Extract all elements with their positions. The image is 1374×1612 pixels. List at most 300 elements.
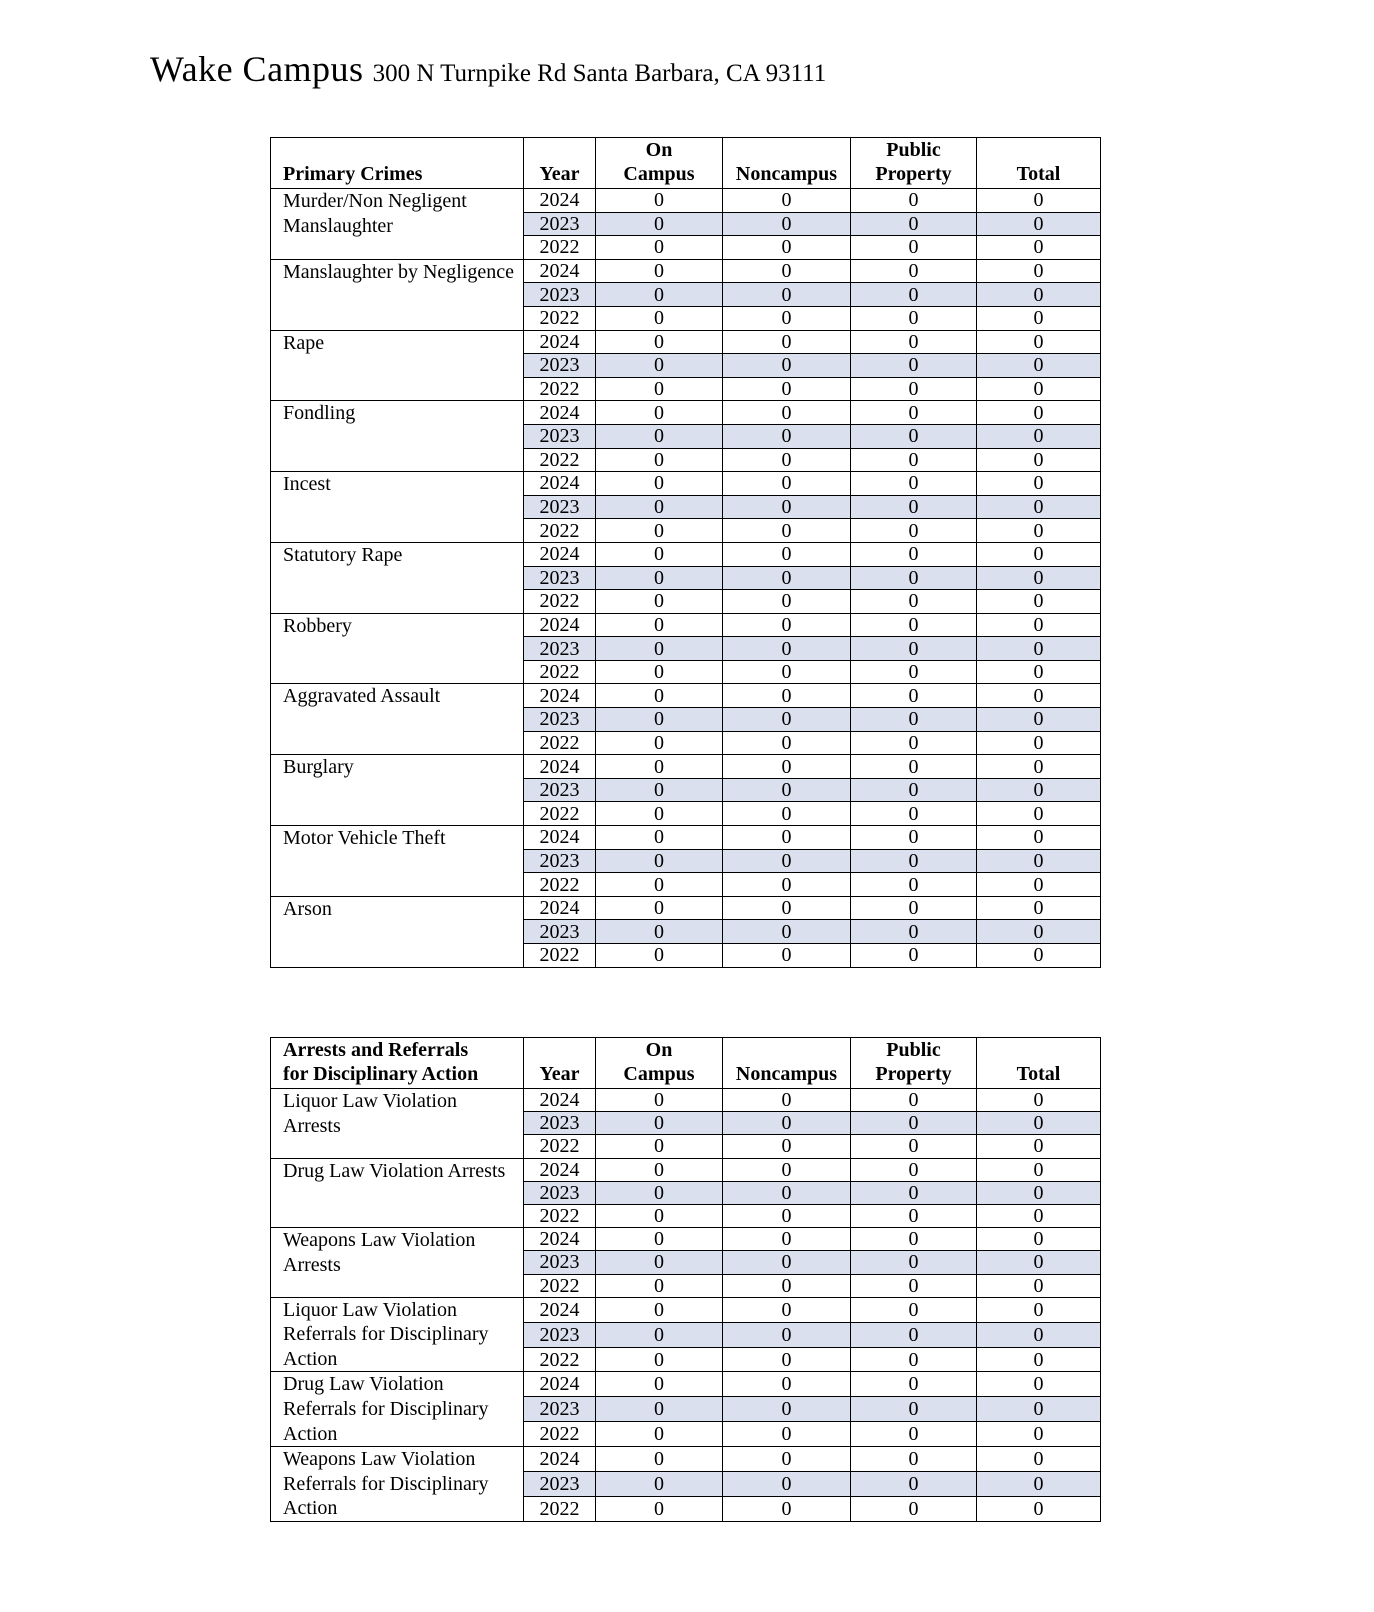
year-row [271,1447,1101,1472]
value-cell: 0 [596,1297,723,1322]
value-cell: 0 [977,472,1101,496]
value-cell: 0 [851,377,977,401]
value-cell: 0 [723,330,851,354]
year-cell: 2024 [524,1297,596,1322]
value-cell: 0 [723,1274,851,1297]
value-cell: 0 [723,1397,851,1422]
value-cell: 0 [596,1422,723,1447]
category-cell: Manslaughter by Negligence [271,259,524,330]
value-cell: 0 [723,1372,851,1397]
year-cell: 2022 [524,873,596,897]
column-header-on-campus: On Campus [596,138,723,189]
value-cell: 0 [723,708,851,732]
value-cell: 0 [851,519,977,543]
value-cell: 0 [596,189,723,213]
arrests-referrals-table [270,1037,1101,1522]
year-row [271,542,1101,566]
value-cell: 0 [723,778,851,802]
value-cell: 0 [723,1347,851,1372]
year-row [271,1089,1101,1112]
year-row [271,1372,1101,1397]
value-cell: 0 [977,519,1101,543]
value-cell: 0 [596,212,723,236]
value-cell: 0 [977,849,1101,873]
value-cell: 0 [977,566,1101,590]
column-header-noncampus: Noncampus [723,1038,851,1089]
value-cell: 0 [977,1447,1101,1472]
value-cell: 0 [851,1322,977,1347]
value-cell: 0 [851,1472,977,1497]
year-cell: 2022 [524,660,596,684]
value-cell: 0 [977,354,1101,378]
value-cell: 0 [851,189,977,213]
category-cell: Liquor Law Violation Arrests [271,1089,524,1159]
value-cell: 0 [596,401,723,425]
value-cell: 0 [596,802,723,826]
value-cell: 0 [723,236,851,260]
value-cell: 0 [596,1372,723,1397]
category-cell: Rape [271,330,524,401]
value-cell: 0 [723,1497,851,1522]
value-cell: 0 [723,566,851,590]
value-cell: 0 [977,1089,1101,1112]
value-cell: 0 [723,495,851,519]
year-cell: 2023 [524,212,596,236]
value-cell: 0 [596,542,723,566]
year-cell: 2024 [524,1158,596,1181]
value-cell: 0 [977,1181,1101,1204]
value-cell: 0 [596,1089,723,1112]
value-cell: 0 [723,613,851,637]
value-cell: 0 [851,590,977,614]
value-cell: 0 [977,896,1101,920]
value-cell: 0 [723,212,851,236]
value-cell: 0 [723,424,851,448]
value-cell: 0 [851,283,977,307]
value-cell: 0 [596,1497,723,1522]
year-cell: 2024 [524,896,596,920]
year-cell: 2023 [524,495,596,519]
column-header-total: Total [977,138,1101,189]
value-cell: 0 [596,849,723,873]
value-cell: 0 [851,660,977,684]
value-cell: 0 [596,354,723,378]
value-cell: 0 [596,731,723,755]
year-cell: 2023 [524,424,596,448]
value-cell: 0 [977,660,1101,684]
year-cell: 2024 [524,330,596,354]
value-cell: 0 [851,944,977,968]
value-cell: 0 [596,708,723,732]
value-cell: 0 [977,1347,1101,1372]
value-cell: 0 [977,590,1101,614]
value-cell: 0 [723,1158,851,1181]
value-cell: 0 [723,684,851,708]
value-cell: 0 [596,259,723,283]
value-cell: 0 [723,896,851,920]
value-cell: 0 [851,755,977,779]
value-cell: 0 [977,873,1101,897]
year-cell: 2022 [524,1347,596,1372]
campus-name: Wake Campus [150,49,364,89]
value-cell: 0 [851,1397,977,1422]
value-cell: 0 [851,401,977,425]
year-row [271,330,1101,354]
value-cell: 0 [723,1135,851,1158]
column-header-year: Year [524,1038,596,1089]
value-cell: 0 [596,613,723,637]
value-cell: 0 [977,708,1101,732]
value-cell: 0 [851,1089,977,1112]
value-cell: 0 [977,755,1101,779]
value-cell: 0 [851,306,977,330]
header-row [271,1038,1101,1089]
value-cell: 0 [723,1472,851,1497]
value-cell: 0 [723,1181,851,1204]
year-cell: 2022 [524,944,596,968]
year-cell: 2022 [524,1135,596,1158]
year-cell: 2024 [524,401,596,425]
year-cell: 2022 [524,1422,596,1447]
column-header-public-property: Public Property [851,138,977,189]
value-cell: 0 [723,1228,851,1251]
value-cell: 0 [851,448,977,472]
value-cell: 0 [596,1347,723,1372]
column-header-category: Arrests and Referrals for Disciplinary Action [271,1038,524,1089]
category-cell: Murder/Non Negligent Manslaughter [271,189,524,260]
year-row [271,1297,1101,1322]
value-cell: 0 [596,1251,723,1274]
value-cell: 0 [977,1372,1101,1397]
year-cell: 2024 [524,1089,596,1112]
value-cell: 0 [977,1397,1101,1422]
value-cell: 0 [723,1422,851,1447]
value-cell: 0 [596,1204,723,1227]
value-cell: 0 [723,306,851,330]
value-cell: 0 [851,920,977,944]
value-cell: 0 [596,236,723,260]
value-cell: 0 [723,1204,851,1227]
category-cell: Weapons Law Violation Arrests [271,1228,524,1298]
year-row [271,684,1101,708]
year-cell: 2023 [524,920,596,944]
value-cell: 0 [851,802,977,826]
year-cell: 2022 [524,1497,596,1522]
year-cell: 2023 [524,566,596,590]
value-cell: 0 [851,1204,977,1227]
value-cell: 0 [723,283,851,307]
value-cell: 0 [851,1422,977,1447]
year-row [271,259,1101,283]
value-cell: 0 [977,1228,1101,1251]
value-cell: 0 [851,1297,977,1322]
year-row [271,896,1101,920]
year-row [271,755,1101,779]
value-cell: 0 [977,377,1101,401]
value-cell: 0 [851,684,977,708]
column-header-category: Primary Crimes [271,138,524,189]
year-cell: 2022 [524,802,596,826]
document-title [150,48,826,90]
value-cell: 0 [596,1135,723,1158]
value-cell: 0 [596,424,723,448]
value-cell: 0 [977,283,1101,307]
category-cell: Arson [271,896,524,967]
value-cell: 0 [851,542,977,566]
value-cell: 0 [851,778,977,802]
value-cell: 0 [977,778,1101,802]
column-header-total: Total [977,1038,1101,1089]
year-cell: 2023 [524,1181,596,1204]
column-header-on-campus: On Campus [596,1038,723,1089]
category-cell: Drug Law Violation Arrests [271,1158,524,1228]
value-cell: 0 [977,212,1101,236]
value-cell: 0 [851,1447,977,1472]
value-cell: 0 [723,542,851,566]
value-cell: 0 [851,708,977,732]
value-cell: 0 [723,637,851,661]
value-cell: 0 [851,1372,977,1397]
value-cell: 0 [596,1472,723,1497]
value-cell: 0 [851,236,977,260]
value-cell: 0 [723,519,851,543]
value-cell: 0 [851,1135,977,1158]
campus-address: 300 N Turnpike Rd Santa Barbara, CA 93111 [372,60,827,87]
value-cell: 0 [851,1158,977,1181]
value-cell: 0 [851,1251,977,1274]
value-cell: 0 [851,424,977,448]
year-row [271,401,1101,425]
value-cell: 0 [977,826,1101,850]
year-cell: 2023 [524,708,596,732]
value-cell: 0 [723,731,851,755]
value-cell: 0 [851,1228,977,1251]
value-cell: 0 [851,613,977,637]
value-cell: 0 [851,1112,977,1135]
value-cell: 0 [596,1228,723,1251]
value-cell: 0 [851,731,977,755]
value-cell: 0 [851,873,977,897]
year-cell: 2024 [524,1228,596,1251]
value-cell: 0 [596,684,723,708]
value-cell: 0 [977,1497,1101,1522]
value-cell: 0 [723,472,851,496]
value-cell: 0 [851,849,977,873]
value-cell: 0 [596,944,723,968]
value-cell: 0 [977,731,1101,755]
year-cell: 2024 [524,755,596,779]
value-cell: 0 [596,660,723,684]
category-cell: Fondling [271,401,524,472]
value-cell: 0 [977,613,1101,637]
value-cell: 0 [723,826,851,850]
year-cell: 2022 [524,1274,596,1297]
value-cell: 0 [977,1112,1101,1135]
year-cell: 2023 [524,1251,596,1274]
value-cell: 0 [977,448,1101,472]
year-cell: 2023 [524,354,596,378]
category-cell: Incest [271,472,524,543]
value-cell: 0 [596,755,723,779]
value-cell: 0 [851,354,977,378]
value-cell: 0 [977,1322,1101,1347]
value-cell: 0 [596,495,723,519]
value-cell: 0 [977,1251,1101,1274]
year-cell: 2024 [524,542,596,566]
value-cell: 0 [977,1422,1101,1447]
column-header-year: Year [524,138,596,189]
value-cell: 0 [596,590,723,614]
header-row [271,138,1101,189]
year-row [271,189,1101,213]
value-cell: 0 [977,920,1101,944]
value-cell: 0 [977,424,1101,448]
value-cell: 0 [596,826,723,850]
year-row [271,1228,1101,1251]
value-cell: 0 [723,660,851,684]
year-row [271,1158,1101,1181]
category-cell: Motor Vehicle Theft [271,826,524,897]
year-cell: 2022 [524,590,596,614]
value-cell: 0 [596,1447,723,1472]
value-cell: 0 [723,189,851,213]
value-cell: 0 [851,495,977,519]
year-cell: 2023 [524,849,596,873]
value-cell: 0 [851,212,977,236]
value-cell: 0 [723,1447,851,1472]
category-cell: Liquor Law Violation Referrals for Disciplinary Action [271,1297,524,1372]
value-cell: 0 [596,377,723,401]
year-row [271,613,1101,637]
year-cell: 2023 [524,637,596,661]
value-cell: 0 [977,1158,1101,1181]
value-cell: 0 [977,189,1101,213]
value-cell: 0 [851,1181,977,1204]
value-cell: 0 [723,401,851,425]
year-cell: 2024 [524,189,596,213]
value-cell: 0 [977,637,1101,661]
year-cell: 2023 [524,1472,596,1497]
year-cell: 2024 [524,259,596,283]
value-cell: 0 [596,1322,723,1347]
value-cell: 0 [596,519,723,543]
value-cell: 0 [977,1204,1101,1227]
year-cell: 2022 [524,236,596,260]
value-cell: 0 [596,1397,723,1422]
year-cell: 2024 [524,1372,596,1397]
value-cell: 0 [723,755,851,779]
value-cell: 0 [723,259,851,283]
category-cell: Drug Law Violation Referrals for Disciplinary Action [271,1372,524,1447]
value-cell: 0 [977,330,1101,354]
value-cell: 0 [977,802,1101,826]
year-row [271,472,1101,496]
category-cell: Robbery [271,613,524,684]
value-cell: 0 [596,1112,723,1135]
value-cell: 0 [977,1297,1101,1322]
value-cell: 0 [596,778,723,802]
value-cell: 0 [977,259,1101,283]
year-cell: 2022 [524,731,596,755]
value-cell: 0 [851,1274,977,1297]
value-cell: 0 [851,472,977,496]
value-cell: 0 [977,542,1101,566]
value-cell: 0 [723,1297,851,1322]
value-cell: 0 [723,1089,851,1112]
year-cell: 2023 [524,1322,596,1347]
value-cell: 0 [723,354,851,378]
year-cell: 2024 [524,1447,596,1472]
value-cell: 0 [723,849,851,873]
year-row [271,826,1101,850]
value-cell: 0 [851,566,977,590]
value-cell: 0 [977,306,1101,330]
value-cell: 0 [851,259,977,283]
year-cell: 2023 [524,778,596,802]
year-cell: 2022 [524,519,596,543]
value-cell: 0 [596,920,723,944]
value-cell: 0 [723,590,851,614]
value-cell: 0 [977,401,1101,425]
value-cell: 0 [596,330,723,354]
column-header-noncampus: Noncampus [723,138,851,189]
value-cell: 0 [977,1274,1101,1297]
value-cell: 0 [596,283,723,307]
year-cell: 2022 [524,448,596,472]
year-cell: 2024 [524,613,596,637]
category-cell: Weapons Law Violation Referrals for Disciplinary Action [271,1447,524,1522]
year-cell: 2022 [524,306,596,330]
value-cell: 0 [723,920,851,944]
value-cell: 0 [596,1181,723,1204]
value-cell: 0 [977,944,1101,968]
value-cell: 0 [723,1251,851,1274]
year-cell: 2023 [524,1112,596,1135]
value-cell: 0 [977,684,1101,708]
value-cell: 0 [596,566,723,590]
value-cell: 0 [596,472,723,496]
year-cell: 2024 [524,826,596,850]
value-cell: 0 [596,873,723,897]
value-cell: 0 [851,1347,977,1372]
year-cell: 2023 [524,283,596,307]
value-cell: 0 [723,1112,851,1135]
value-cell: 0 [851,1497,977,1522]
value-cell: 0 [723,448,851,472]
value-cell: 0 [977,236,1101,260]
value-cell: 0 [977,1472,1101,1497]
value-cell: 0 [596,637,723,661]
value-cell: 0 [851,637,977,661]
value-cell: 0 [851,330,977,354]
value-cell: 0 [596,896,723,920]
value-cell: 0 [596,1274,723,1297]
value-cell: 0 [596,306,723,330]
year-cell: 2022 [524,1204,596,1227]
value-cell: 0 [596,448,723,472]
value-cell: 0 [723,873,851,897]
category-cell: Aggravated Assault [271,684,524,755]
value-cell: 0 [723,944,851,968]
year-cell: 2022 [524,377,596,401]
value-cell: 0 [723,802,851,826]
value-cell: 0 [596,1158,723,1181]
value-cell: 0 [723,377,851,401]
year-cell: 2023 [524,1397,596,1422]
value-cell: 0 [851,826,977,850]
value-cell: 0 [851,896,977,920]
value-cell: 0 [723,1322,851,1347]
